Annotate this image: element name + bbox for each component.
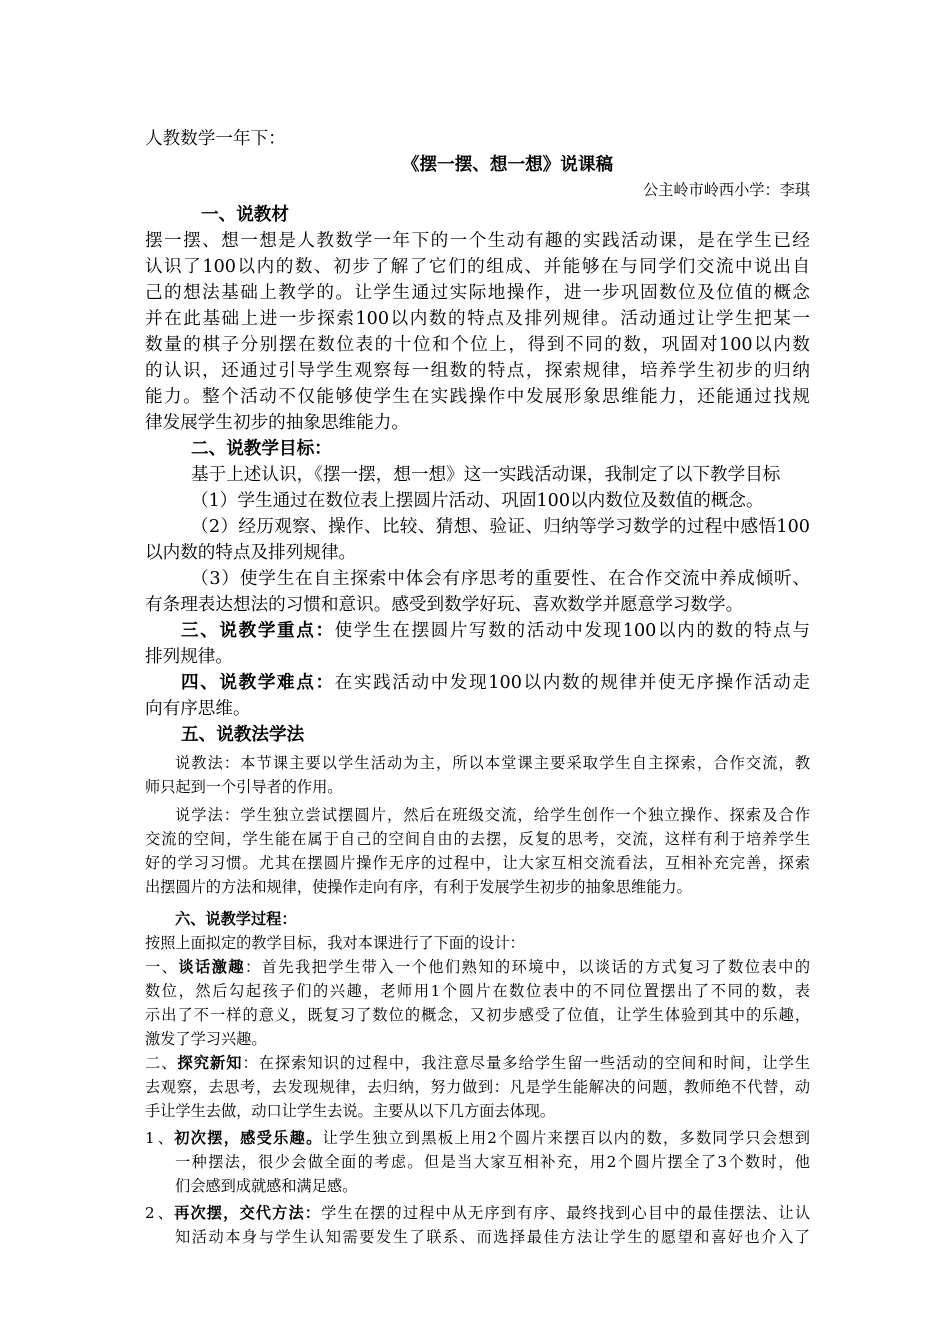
part-2-cont: 手让学生去做，动口让学生去说。主要从以下几方面去体现。: [145, 1102, 556, 1120]
step-2-heading: 再次摆，交代方法：: [173, 1204, 322, 1222]
learning-method-cont: 交流的空间，学生能在属于自己的空间自由的去摆，反复的思考，交流，这样有利于培养学生: [145, 830, 810, 848]
part-2-text: ：在探索知识的过程中，我注意尽量多给学生留一些活动的空间和时间，让学生: [242, 1054, 810, 1072]
section-6-heading: 六、说教学过程：: [175, 910, 297, 928]
goal-2-line: 以内数的特点及排列规律。: [145, 543, 357, 563]
part-1-cont: 示出了不一样的意义，既复习了数位的概念，又初步感受了位值，让学生体验到其中的乐趣，: [145, 1006, 810, 1024]
goal-2-line: （2）经历观察、操作、比较、猜想、验证、归纳等学习数学的过程中感悟100: [191, 517, 810, 537]
part-1-cont: 数位，然后勾起孩子们的兴趣，老师用1个圆片在数位表中的不同位置摆出了不同的数，表: [145, 982, 810, 1000]
part-1-number: 一、: [145, 958, 179, 976]
goal-3-line: 有条理表达想法的习惯和意识。感受到数学好玩、喜欢数学并愿意学习数学。: [145, 595, 744, 615]
learning-method-cont: 出摆圆片的方法和规律，使操作走向有序，有利于发展学生初步的抽象思维能力。: [145, 878, 692, 896]
teaching-method: 说教法：本节课主要以学生活动为主，所以本堂课主要采取学生自主探索，合作交流，教: [175, 754, 810, 772]
part-2-heading: 探究新知: [177, 1054, 243, 1072]
step-2-number: 2、: [145, 1204, 173, 1222]
process-part-1: [145, 955, 810, 979]
teaching-method-cont: 师只起到一个引导者的作用。: [145, 778, 343, 796]
step-1-text: 让学生独立到黑板上用2个圆片来摆百以内的数，多数同学只会想到: [322, 1129, 810, 1147]
section-3-heading: 三、说教学重点：: [181, 620, 335, 641]
part-1-cont: 激发了学习兴趣。: [145, 1030, 267, 1048]
document-page: [145, 118, 810, 1249]
s1-line: 并在此基础上进一步探索100以内数的特点及排列规律。活动通过让学生把某一: [145, 309, 810, 329]
s1-line: 的认识，还通过引导学生观察每一组数的特点，探索规律，培养学生初步的归纳: [145, 361, 810, 381]
section-4-heading: 四、说教学难点：: [181, 672, 335, 693]
s2-intro: 基于上述认识，《摆一摆，想一想》这一实践活动课，我制定了以下教学目标: [191, 465, 781, 485]
goal-1: （1）学生通过在数位表上摆圆片活动、巩固100以内数位及数值的概念。: [191, 491, 764, 511]
step-2: [145, 1201, 810, 1225]
step-1: [145, 1126, 810, 1150]
step-2-cont: 知活动本身与学生认知需要发生了联系、而选择最佳方法让学生的愿望和喜好也介入了: [175, 1228, 810, 1246]
s1-line: 认识了100以内的数、初步了解了它们的组成、并能够在与同学们交流中说出自: [145, 257, 810, 277]
part-1-heading: 谈话激趣: [178, 958, 245, 976]
section-4-text-cont: 向有序思维。: [145, 699, 251, 719]
s1-line: 律发展学生初步的抽象思维能力。: [145, 413, 409, 433]
step-1-cont: 一种摆法，很少会做全面的考虑。但是当大家互相补充，用2个圆片摆全了3个数时，他: [175, 1153, 810, 1171]
s1-line: 数量的棋子分别摆在数位表的十位和个位上，得到不同的数，巩固对100以内数: [145, 335, 810, 355]
section-4-text: 在实践活动中发现100以内数的规律并使无序操作活动走: [334, 673, 810, 693]
part-2-number: 二、: [145, 1054, 178, 1072]
section-3-text: 使学生在摆圆片写数的活动中发现100以内的数的特点与: [334, 621, 810, 641]
s1-line: 能力。整个活动不仅能够使学生在实践操作中发展形象思维能力，还能通过找规: [145, 387, 810, 407]
section-3-text-cont: 排列规律。: [145, 647, 233, 667]
document-title: 《摆一摆、想一想》说课稿: [401, 154, 614, 175]
step-1-heading: 初次摆，感受乐趣。: [173, 1129, 323, 1147]
section-4-line: [145, 670, 810, 696]
step-1-number: 1、: [145, 1129, 173, 1147]
section-1-heading: 一、说教材: [201, 204, 289, 225]
step-2-text: 学生在摆的过程中从无序到有序、最终找到心目中的最佳摆法、让认: [321, 1204, 810, 1222]
s1-line: 己的想法基础上教学的。让学生通过实际地操作，进一步巩固数位及位值的概念: [145, 283, 810, 303]
part-1-text: ：首先我把学生带入一个他们熟知的环境中，以谈话的方式复习了数位表中的: [244, 958, 810, 976]
learning-method: 说学法：学生独立尝试摆圆片，然后在班级交流，给学生创作一个独立操作、探索及合作: [175, 806, 810, 824]
section-3-line: [145, 618, 810, 644]
step-1-cont: 们会感到成就感和满足感。: [175, 1177, 358, 1195]
process-intro: 按照上面拟定的教学目标，我对本课进行了下面的设计：: [145, 934, 525, 952]
process-part-2: [145, 1051, 810, 1075]
learning-method-cont: 好的学习习惯。尤其在摆圆片操作无序的过程中，让大家互相交流看法，互相补充完善，探索: [145, 854, 810, 872]
s1-line: 摆一摆、想一想是人教数学一年下的一个生动有趣的实践活动课，是在学生已经: [145, 231, 810, 251]
section-2-heading: 二、说教学目标：: [191, 438, 332, 459]
author-line: 公主岭市岭西小学：李琪: [642, 181, 810, 199]
goal-3-line: （3）使学生在自主探索中体会有序思考的重要性、在合作交流中养成倾听、: [191, 569, 810, 589]
section-5-heading: 五、说教法学法: [181, 724, 305, 745]
subject-line: 人教数学一年下：: [145, 129, 286, 149]
part-2-cont: 去观察，去思考，去发现规律，去归纳，努力做到：凡是学生能解决的问题，教师绝不代替，动: [145, 1078, 810, 1096]
